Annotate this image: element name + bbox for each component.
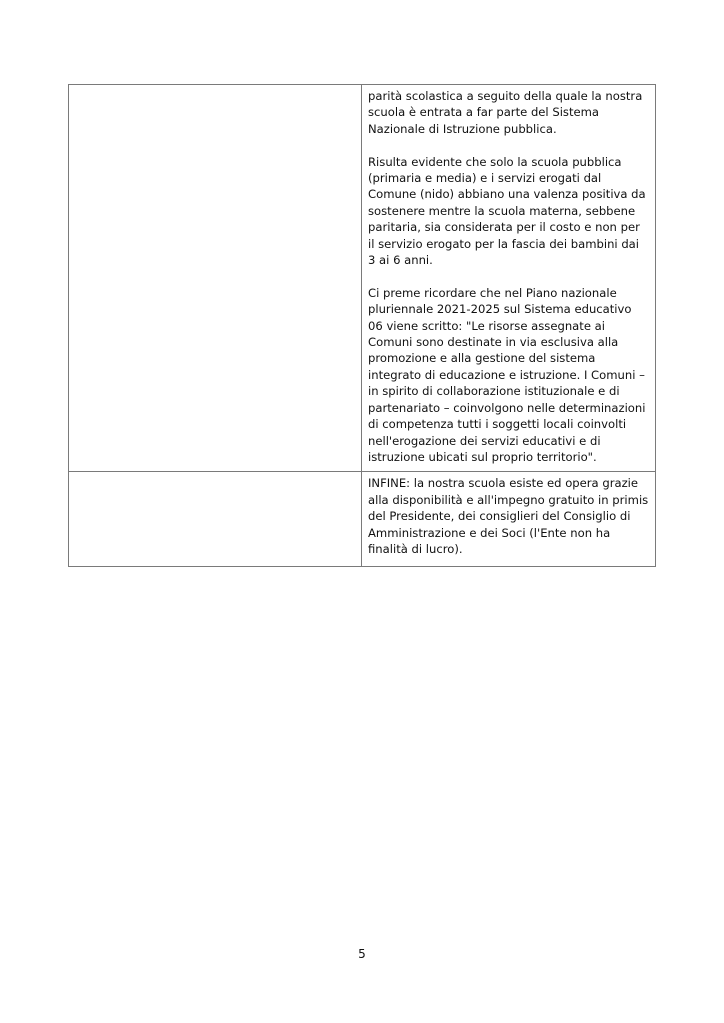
page-number: 5 [358,947,366,961]
paragraph-piano-nazionale: Ci preme ricordare che nel Piano nazionale pluriennale 2021-2025 sul Sistema educativo 06 viene scritto: "Le risorse assegnate ai Comuni sono destinate in via esclusiva alla promozione e alla gestione del sistema integrato di educazione e istruzione. I Comuni – in spirito di collaborazione istituzionale e di partenariato – coinvolgono nelle determinazioni di competenza tutti i soggetti locali coinvolti nell'erogazione dei servizi educativi e di istruzione ubicati sul proprio territorio". [368,285,646,464]
table-cell-right [362,472,656,567]
table-cell-left-empty [69,472,362,567]
paragraph-scuola-pubblica: Risulta evidente che solo la scuola pubblica (primaria e media) e i servizi erogati dal Comune (nido) abbiano una valenza positiva da sostenere mentre la scuola materna, sebbene paritaria, sia considerata per il costo e non per il servizio erogato per la fascia dei bambini dai 3 ai 6 anni. [368,154,646,268]
table-cell-right [362,85,656,472]
right-cell-text [362,472,655,563]
left-cell-text [69,472,361,481]
table-row [69,85,656,472]
paragraph-infine: INFINE: la nostra scuola esiste ed opera grazie alla disponibilità e all'impegno gratuito in primis del Presidente, dei consiglieri del Consiglio di Amministrazione e dei Soci (l'Ente non ha finalità di lucro). [368,476,649,556]
table-row [69,472,656,567]
document-table [68,84,656,567]
right-cell-text [362,85,655,471]
paragraph-parita-scolastica: parità scolastica a seguito della quale la nostra scuola è entrata a far parte del Sistema Nazionale di Istruzione pubblica. [368,89,643,136]
left-cell-text [69,85,361,94]
table-cell-left-empty [69,85,362,472]
